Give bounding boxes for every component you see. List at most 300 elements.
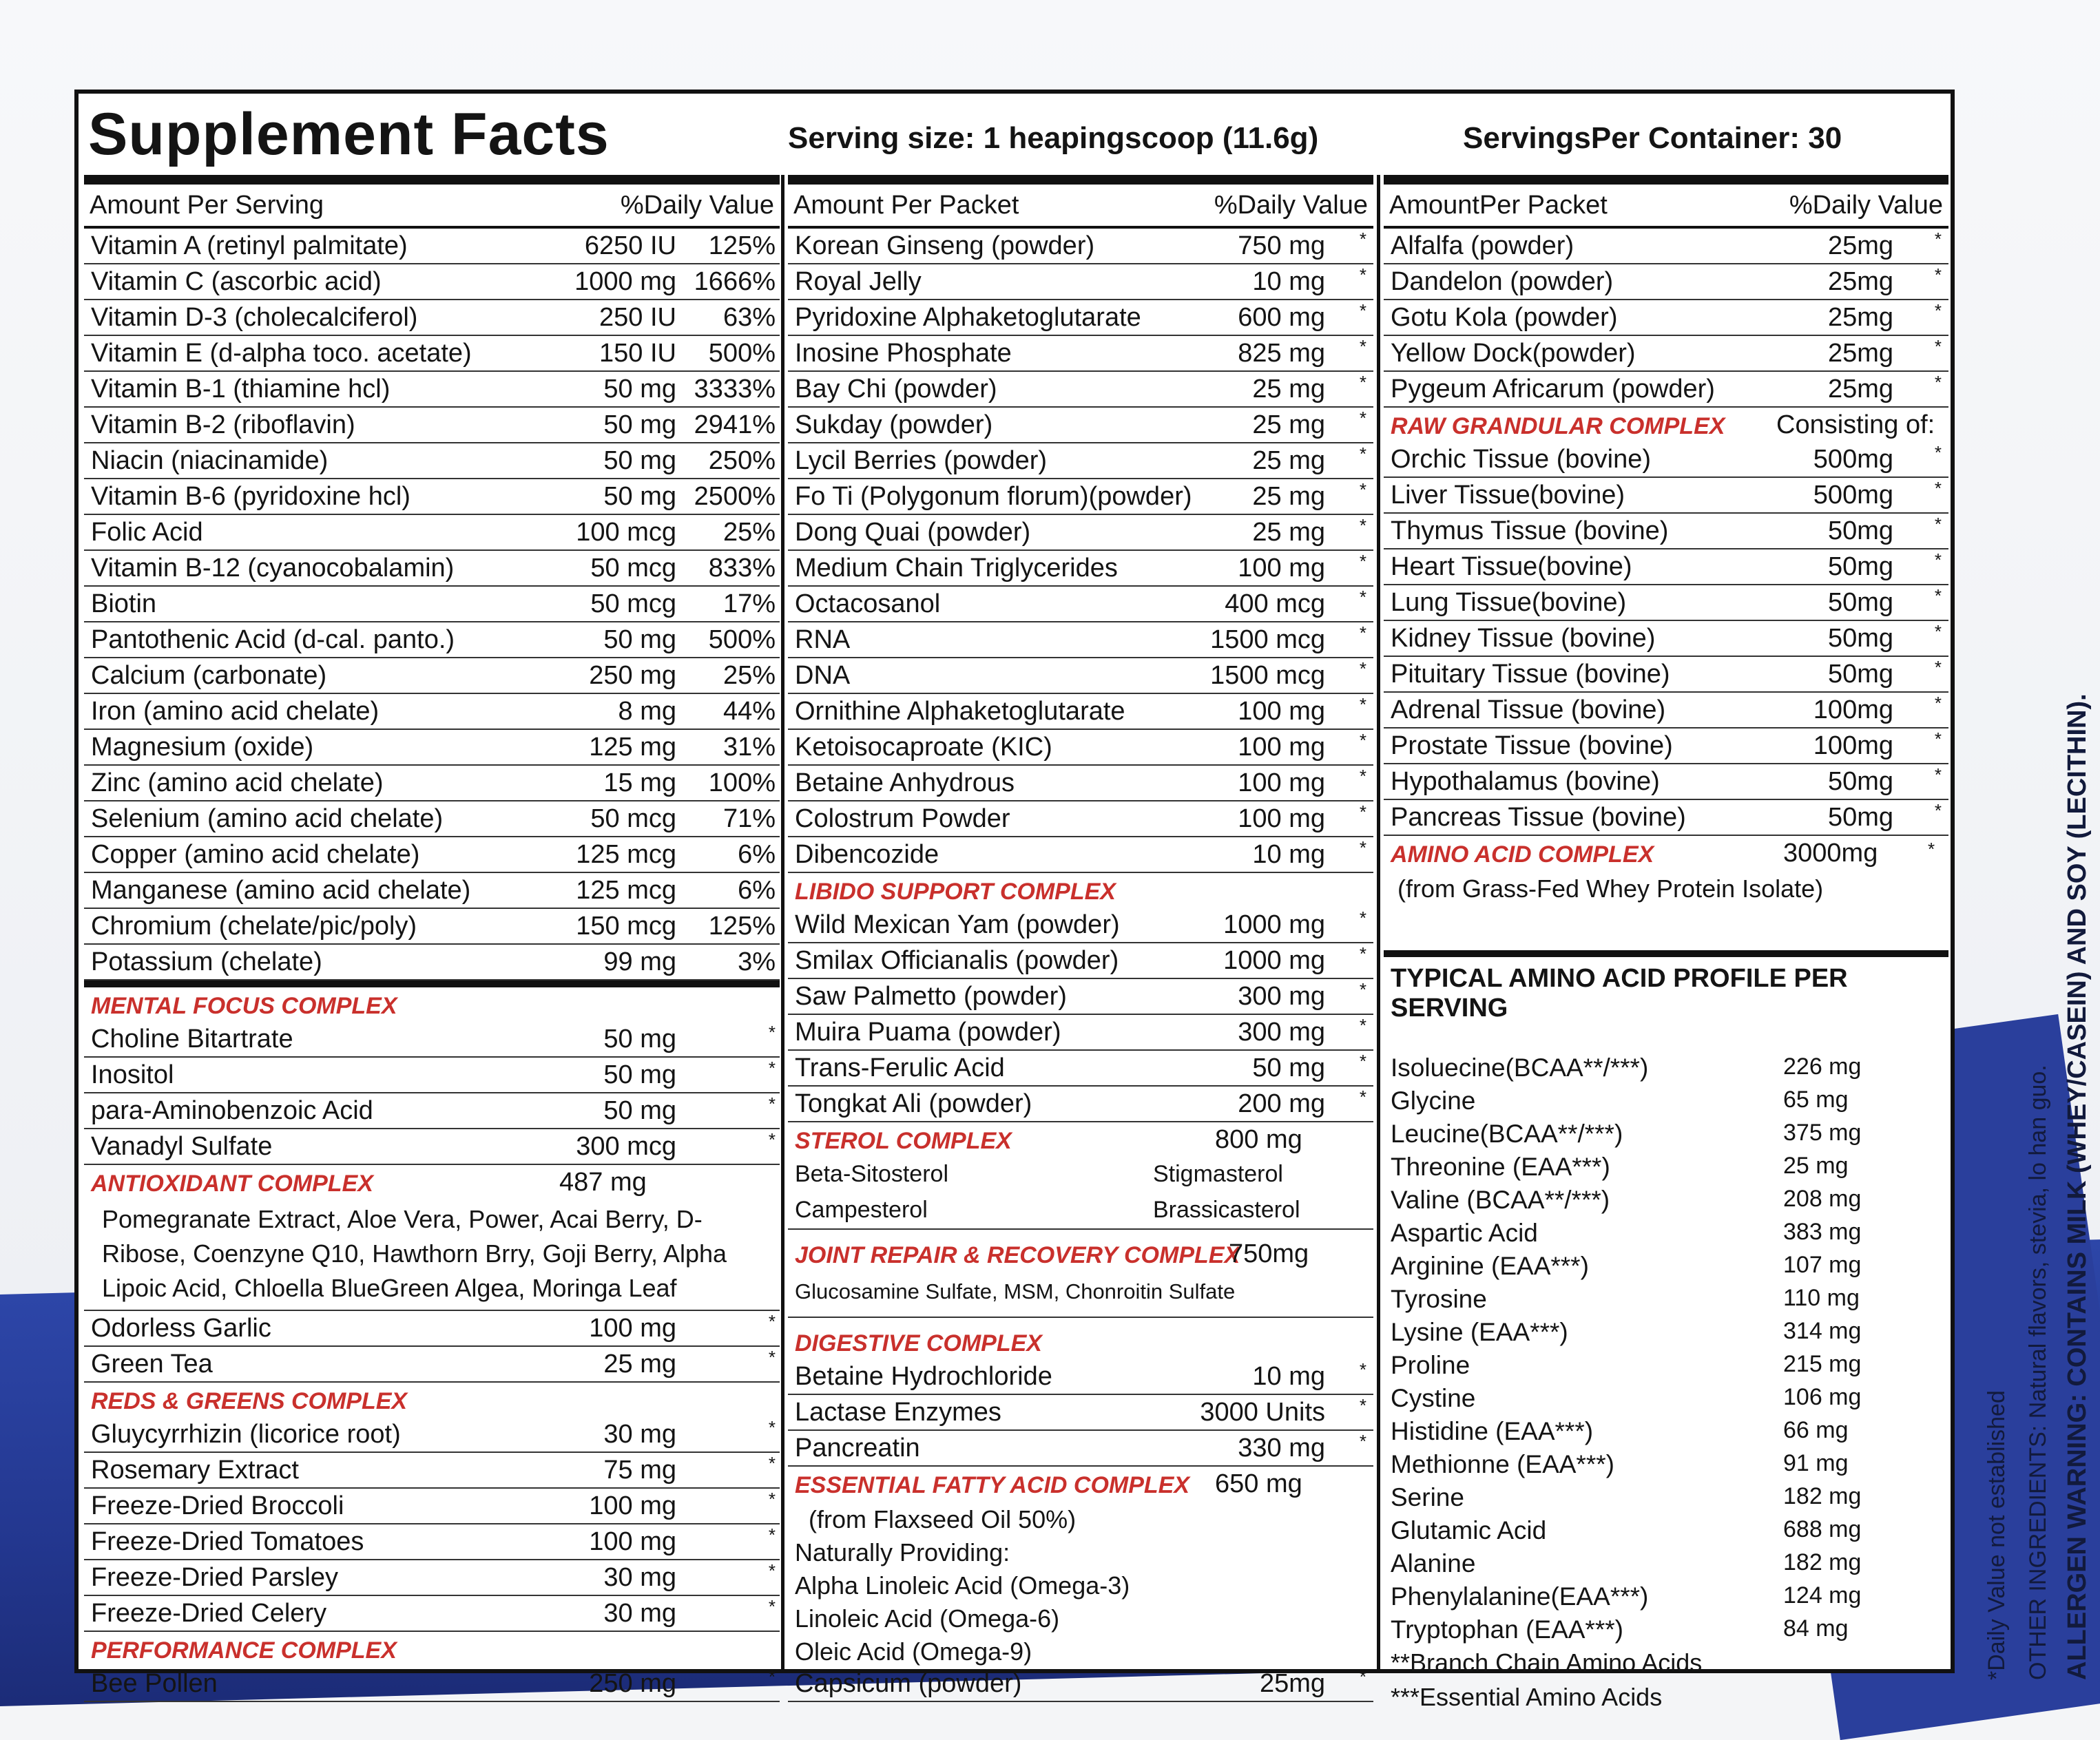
amino-row	[1384, 1547, 1948, 1580]
nutrient-name: Vitamin C (ascorbic acid)	[91, 267, 382, 296]
daily-value: *	[1359, 1395, 1366, 1416]
nutrient-amount: 25 mg	[1252, 482, 1325, 511]
nutrient-name: Yellow Dock(powder)	[1391, 339, 1636, 368]
efa-line	[788, 1600, 1373, 1633]
nutrient-name: Calcium (carbonate)	[91, 661, 327, 690]
nutrient-amount: 30 mg	[603, 1563, 676, 1592]
daily-value: 25%	[722, 518, 776, 547]
amino-name: Histidine (EAA***)	[1391, 1417, 1594, 1445]
nutrient-row	[84, 837, 780, 873]
nutrient-name: Chromium (chelate/pic/poly)	[91, 912, 417, 941]
daily-value: *	[1359, 694, 1366, 715]
nutrient-amount: 25 mg	[603, 1350, 676, 1379]
amino-name: Isoluecine(BCAA**/***)	[1391, 1054, 1649, 1082]
nutrient-name: Bee Pollen	[91, 1669, 218, 1698]
amino-complex-amount: 3000mg	[1783, 839, 1878, 868]
nutrient-amount: 25 mg	[1252, 410, 1325, 439]
nutrient-row	[84, 300, 780, 336]
nutrient-name: Sukday (powder)	[795, 410, 993, 439]
sterol-amount: 800 mg	[1215, 1125, 1302, 1154]
nutrient-amount: 200 mg	[1238, 1089, 1325, 1118]
daily-value: *	[1359, 443, 1366, 464]
amino-row	[1384, 1381, 1948, 1414]
efa-line-text: Oleic Acid (Omega-9)	[795, 1637, 1032, 1666]
spacer	[1384, 909, 1948, 950]
daily-value: *	[1934, 657, 1942, 678]
daily-value: 2500%	[694, 482, 776, 511]
nutrient-name: Potassium (chelate)	[91, 947, 322, 976]
nutrient-amount: 125 mcg	[576, 840, 676, 869]
amino-name: Serine	[1391, 1483, 1464, 1511]
amino-name: Cystine	[1391, 1384, 1476, 1412]
panel-title: Supplement Facts	[88, 101, 610, 167]
nutrient-row	[788, 300, 1373, 336]
joint-amount: 750mg	[1229, 1239, 1309, 1268]
nutrient-row	[1384, 693, 1948, 729]
nutrient-name: Odorless Garlic	[91, 1314, 271, 1343]
amino-row	[1384, 1249, 1948, 1282]
daily-value: *	[1934, 549, 1942, 570]
nutrient-amount: 99 mg	[603, 947, 676, 976]
raw-glandular-header	[1384, 408, 1948, 442]
daily-value: *	[1934, 800, 1942, 821]
amino-name: Methionne (EAA***)	[1391, 1450, 1614, 1478]
daily-value: 125%	[708, 231, 776, 260]
nutrient-row	[788, 908, 1373, 943]
footnote-bcaa: **Branch Chain Amino Acids	[1391, 1648, 1703, 1677]
nutrient-name: Vanadyl Sulfate	[91, 1132, 273, 1161]
nutrient-name: Thymus Tissue (bovine)	[1391, 516, 1669, 545]
nutrient-row	[1384, 229, 1948, 264]
amino-name: Tyrosine	[1391, 1285, 1487, 1313]
antioxidant-title: ANTIOXIDANT COMPLEX	[91, 1171, 373, 1197]
nutrient-row	[84, 1093, 780, 1129]
daily-value: *	[1359, 943, 1366, 964]
nutrient-name: RNA	[795, 625, 851, 654]
nutrient-row	[84, 873, 780, 909]
nutrient-amount: 100mg	[1813, 695, 1893, 724]
efa-lines	[788, 1501, 1373, 1666]
nutrient-name: Pantothenic Acid (d-cal. panto.)	[91, 625, 455, 654]
amino-amount: 84 mg	[1783, 1615, 1849, 1642]
nutrient-row	[84, 1596, 780, 1632]
antioxidant-header	[84, 1165, 780, 1199]
nutrient-row	[1384, 264, 1948, 300]
nutrient-amount: 50 mg	[603, 482, 676, 511]
column-2	[788, 185, 1373, 1702]
nutrient-row	[84, 622, 780, 658]
allergen-warning: ALLERGEN WARNING: CONTAINS MILK (WHEY/CASEIN) AND SOY (LECITHIN).	[2063, 693, 2092, 1680]
nutrient-name: Betaine Hydrochloride	[795, 1362, 1052, 1391]
nutrient-name: Medium Chain Triglycerides	[795, 554, 1118, 583]
raw-glandular-list	[1384, 442, 1948, 836]
nutrient-row	[84, 551, 780, 587]
amino-name: Lysine (EAA***)	[1391, 1318, 1568, 1346]
nutrient-row	[1384, 300, 1948, 336]
daily-value: 500%	[708, 625, 776, 654]
amino-name: Glutamic Acid	[1391, 1516, 1547, 1544]
vitamin-divider	[84, 981, 780, 987]
amino-row	[1384, 1414, 1948, 1447]
nutrient-row	[84, 694, 780, 730]
amino-amount: 91 mg	[1783, 1450, 1849, 1476]
nutrient-row	[84, 945, 780, 981]
efa-line	[788, 1567, 1373, 1600]
daily-value: *	[768, 1129, 776, 1150]
nutrient-amount: 100 mg	[1238, 804, 1325, 833]
nutrient-row	[84, 1417, 780, 1453]
sterol-row-2	[788, 1193, 1373, 1230]
nutrient-row	[788, 622, 1373, 658]
daily-value: *	[768, 1417, 776, 1438]
nutrient-row	[1384, 372, 1948, 408]
efa-line-text: Naturally Providing:	[795, 1538, 1010, 1566]
nutrient-row	[84, 658, 780, 694]
nutrient-row	[788, 979, 1373, 1015]
performance-title: PERFORMANCE COMPLEX	[91, 1637, 397, 1664]
amino-amount: 375 mg	[1783, 1120, 1862, 1146]
daily-value: 6%	[738, 876, 776, 905]
nutrient-row	[84, 730, 780, 766]
nutrient-row	[84, 1311, 780, 1347]
efa-line	[788, 1501, 1373, 1534]
nutrient-amount: 100 mg	[589, 1527, 676, 1556]
nutrient-row	[84, 1560, 780, 1596]
amino-row	[1384, 1447, 1948, 1480]
nutrient-amount: 25mg	[1827, 375, 1893, 403]
nutrient-name: Bay Chi (powder)	[795, 375, 997, 403]
nutrient-name: Vitamin B-2 (riboflavin)	[91, 410, 355, 439]
amino-amount: 107 mg	[1783, 1252, 1862, 1278]
nutrient-amount: 15 mg	[603, 768, 676, 797]
nutrient-name: Dibencozide	[795, 840, 939, 869]
column-divider-2	[1377, 175, 1380, 1669]
daily-value: 3%	[738, 947, 776, 976]
daily-value: *	[1359, 1431, 1366, 1451]
nutrient-amount: 30 mg	[603, 1599, 676, 1628]
nutrient-name: Freeze-Dried Parsley	[91, 1563, 338, 1592]
nutrient-amount: 50 mg	[603, 446, 676, 475]
nutrient-row	[788, 766, 1373, 801]
nutrient-name: Tongkat Ali (powder)	[795, 1089, 1032, 1118]
daily-value: *	[1359, 1359, 1366, 1380]
nutrient-amount: 50 mg	[1252, 1054, 1325, 1082]
daily-value: *	[1359, 766, 1366, 786]
amino-name: Aspartic Acid	[1391, 1219, 1538, 1247]
daily-value: *	[768, 1560, 776, 1581]
amino-complex-dv: *	[1928, 839, 1935, 859]
nutrient-amount: 125 mcg	[576, 876, 676, 905]
nutrient-name: Royal Jelly	[795, 267, 922, 296]
daily-value: *	[1934, 764, 1942, 785]
nutrient-row	[84, 408, 780, 443]
nutrient-name: Inosine Phosphate	[795, 339, 1012, 368]
nutrient-name: Dandelon (powder)	[1391, 267, 1614, 296]
daily-value: *	[768, 1596, 776, 1617]
nutrient-amount: 25 mg	[1252, 518, 1325, 547]
joint-ingredients: Glucosamine Sulfate, MSM, Chonroitin Sulfate	[795, 1279, 1236, 1303]
nutrient-name: Pancreas Tissue (bovine)	[1391, 803, 1686, 832]
daily-value: *	[1934, 264, 1942, 285]
daily-value: *	[768, 1524, 776, 1545]
nutrient-amount: 600 mg	[1238, 303, 1325, 332]
nutrient-row	[84, 515, 780, 551]
nutrient-row	[788, 694, 1373, 730]
other-ingredients: OTHER INGREDIENTS: Natural flavors, stevia, lo han guo.	[2025, 1065, 2051, 1680]
daily-value: 17%	[722, 589, 776, 618]
nutrient-amount: 1000 mg	[574, 267, 676, 296]
sterol-header	[788, 1122, 1373, 1157]
daily-value: *	[1934, 514, 1942, 534]
nutrient-amount: 100 mg	[589, 1491, 676, 1520]
nutrient-row	[1384, 442, 1948, 478]
daily-value: 100%	[708, 768, 776, 797]
nutrient-name: Pyridoxine Alphaketoglutarate	[795, 303, 1141, 332]
nutrient-amount: 250 IU	[599, 303, 676, 332]
nutrient-row	[788, 658, 1373, 694]
col2-header	[788, 185, 1373, 229]
efa-amount: 650 mg	[1215, 1469, 1302, 1498]
nutrient-row	[788, 479, 1373, 515]
daily-value: *	[1934, 729, 1942, 749]
nutrient-row	[788, 372, 1373, 408]
sterol-row-1	[788, 1157, 1373, 1193]
nutrient-row	[84, 766, 780, 801]
amino-amount: 226 mg	[1783, 1054, 1862, 1080]
capsicum-row	[788, 1666, 1373, 1702]
nutrient-amount: 50 mg	[603, 410, 676, 439]
nutrient-row	[1384, 585, 1948, 621]
sterol-b2: Brassicasterol	[1153, 1197, 1300, 1223]
nutrient-name: Gluycyrrhizin (licorice root)	[91, 1420, 401, 1449]
nutrient-amount: 50 mcg	[590, 589, 676, 618]
daily-value: *	[1359, 622, 1366, 643]
daily-value: *	[1359, 372, 1366, 392]
nutrient-amount: 6250 IU	[584, 231, 676, 260]
efa-line	[788, 1633, 1373, 1666]
amino-row	[1384, 1613, 1948, 1646]
daily-value: 44%	[722, 697, 776, 726]
nutrient-name: Prostate Tissue (bovine)	[1391, 731, 1673, 760]
packet-list	[788, 229, 1373, 873]
nutrient-amount: 10 mg	[1252, 840, 1325, 869]
nutrient-amount: 8 mg	[618, 697, 676, 726]
nutrient-name: Magnesium (oxide)	[91, 733, 314, 762]
nutrient-name: Fo Ti (Polygonum florum)(powder)	[795, 482, 1192, 511]
nutrient-name: Inositol	[91, 1060, 174, 1089]
nutrient-row	[84, 443, 780, 479]
nutrient-row	[788, 730, 1373, 766]
libido-list	[788, 908, 1373, 1122]
herb-list	[1384, 229, 1948, 408]
daily-value: 31%	[722, 733, 776, 762]
nutrient-amount: 400 mcg	[1225, 589, 1325, 618]
nutrient-amount: 300 mg	[1238, 1018, 1325, 1047]
column-divider-1	[781, 175, 784, 1669]
nutrient-name: Freeze-Dried Celery	[91, 1599, 327, 1628]
amino-row	[1384, 1480, 1948, 1513]
daily-value: *	[1934, 693, 1942, 713]
nutrient-amount: 125 mg	[589, 733, 676, 762]
daily-value: *	[1359, 479, 1366, 500]
nutrient-name: Green Tea	[91, 1350, 213, 1379]
daily-value: *	[1934, 585, 1942, 606]
digestive-header	[788, 1325, 1373, 1359]
daily-value: *	[1359, 658, 1366, 679]
amino-amount: 106 mg	[1783, 1384, 1862, 1410]
nutrient-name: Lung Tissue(bovine)	[1391, 588, 1627, 617]
col1-header-dv: %Daily Value	[620, 190, 774, 220]
nutrient-name: Vitamin B-1 (thiamine hcl)	[91, 375, 391, 403]
nutrient-row	[1384, 729, 1948, 764]
nutrient-row	[788, 1087, 1373, 1122]
antioxidant-ingredients: Pomegranate Extract, Aloe Vera, Power, Acai Berry, D-Ribose, Coenzyne Q10, Hawthorn Brry, Goji Berry, Alpha Lipoic Acid, Chloella BlueGreen Algea, Moringa Leaf	[84, 1199, 780, 1311]
daily-value: *	[768, 1347, 776, 1367]
daily-value: *	[1359, 1051, 1366, 1071]
nutrient-name: Muira Puama (powder)	[795, 1018, 1061, 1047]
nutrient-row	[84, 336, 780, 372]
amino-row	[1384, 1051, 1948, 1084]
col2-header-amount: Amount Per Packet	[793, 190, 1019, 220]
nutrient-amount: 300 mcg	[576, 1132, 676, 1161]
nutrient-row	[788, 943, 1373, 979]
antioxidant-amount: 487 mg	[559, 1168, 647, 1197]
daily-value: *	[1359, 730, 1366, 751]
joint-title: JOINT REPAIR & RECOVERY COMPLEX	[795, 1242, 1240, 1268]
amino-row	[1384, 1183, 1948, 1216]
nutrient-row	[1384, 478, 1948, 514]
nutrient-name: Smilax Officianalis (powder)	[795, 946, 1119, 975]
nutrient-name: Hypothalamus (bovine)	[1391, 767, 1660, 796]
daily-value: *	[1934, 442, 1942, 463]
nutrient-name: Vitamin A (retinyl palmitate)	[91, 231, 408, 260]
nutrient-name: Vitamin E (d-alpha toco. acetate)	[91, 339, 472, 368]
sterol-b1: Campesterol	[795, 1197, 928, 1223]
footnote-eaa: ***Essential Amino Acids	[1391, 1683, 1663, 1711]
nutrient-name: Wild Mexican Yam (powder)	[795, 910, 1120, 939]
nutrient-row	[788, 229, 1373, 264]
nutrient-amount: 500mg	[1813, 445, 1893, 474]
nutrient-amount: 250 mg	[589, 661, 676, 690]
nutrient-name: Lactase Enzymes	[795, 1398, 1001, 1427]
amino-amount: 215 mg	[1783, 1351, 1862, 1377]
sterol-a2: Stigmasterol	[1153, 1161, 1283, 1187]
amino-name: Valine (BCAA**/***)	[1391, 1186, 1610, 1214]
nutrient-amount: 50mg	[1827, 803, 1893, 832]
amino-amount: 110 mg	[1783, 1285, 1860, 1311]
title-rule-2	[788, 175, 1373, 185]
amino-name: Glycine	[1391, 1087, 1476, 1115]
nutrient-row	[1384, 800, 1948, 836]
nutrient-name: Zinc (amino acid chelate)	[91, 768, 384, 797]
nutrient-name: DNA	[795, 661, 851, 690]
nutrient-row	[788, 1015, 1373, 1051]
nutrient-amount: 25 mg	[1252, 375, 1325, 403]
amino-amount: 182 mg	[1783, 1483, 1862, 1509]
amino-profile-list	[1384, 1051, 1948, 1646]
daily-value: *	[768, 1453, 776, 1474]
nutrient-amount: 150 mcg	[576, 912, 676, 941]
nutrient-name: Rosemary Extract	[91, 1456, 299, 1485]
daily-value: *	[1359, 1087, 1366, 1107]
daily-value: *	[1359, 587, 1366, 607]
serving-size: Serving size: 1 heapingscoop (11.6g)	[788, 121, 1319, 155]
nutrient-row	[788, 1051, 1373, 1087]
amino-profile-title: TYPICAL AMINO ACID PROFILE PER SERVING	[1391, 964, 1848, 1023]
daily-value: 63%	[722, 303, 776, 332]
column-1	[84, 185, 780, 1702]
nutrient-amount: 300 mg	[1238, 982, 1325, 1011]
nutrient-amount: 50mg	[1827, 552, 1893, 581]
nutrient-row	[788, 336, 1373, 372]
nutrient-name: Colostrum Powder	[795, 804, 1010, 833]
amino-name: Phenylalanine(EAA***)	[1391, 1582, 1649, 1611]
efa-line-text: Alpha Linoleic Acid (Omega-3)	[795, 1571, 1130, 1600]
nutrient-row	[84, 801, 780, 837]
nutrient-name: Heart Tissue(bovine)	[1391, 552, 1632, 581]
daily-value: *	[768, 1489, 776, 1509]
nutrient-amount: 3000 Units	[1200, 1398, 1325, 1427]
daily-value: *	[1359, 336, 1366, 357]
nutrient-row	[788, 837, 1373, 873]
amino-complex-header	[1384, 836, 1948, 870]
supplement-facts-panel	[74, 90, 1955, 1711]
daily-value: *	[1359, 300, 1366, 321]
nutrient-amount: 825 mg	[1238, 339, 1325, 368]
efa-title: ESSENTIAL FATTY ACID COMPLEX	[795, 1472, 1190, 1498]
nutrient-name: Liver Tissue(bovine)	[1391, 481, 1625, 510]
nutrient-row	[84, 1022, 780, 1058]
daily-value: *	[1359, 801, 1366, 822]
amino-amount: 688 mg	[1783, 1516, 1862, 1542]
nutrient-amount: 10 mg	[1252, 1362, 1325, 1391]
performance-header	[84, 1632, 780, 1666]
nutrient-amount: 50 mg	[603, 625, 676, 654]
amino-name: Arginine (EAA***)	[1391, 1252, 1589, 1280]
amino-amount: 383 mg	[1783, 1219, 1862, 1245]
daily-value-note: *Daily Value not established	[1984, 1390, 2010, 1680]
col1-header	[84, 185, 780, 229]
amino-source: (from Grass-Fed Whey Protein Isolate)	[1397, 874, 1824, 903]
nutrient-amount: 100 mg	[1238, 697, 1325, 726]
nutrient-row	[84, 1347, 780, 1383]
nutrient-name: Pancreatin	[795, 1434, 920, 1463]
daily-value: 833%	[708, 554, 776, 583]
nutrient-name: Gotu Kola (powder)	[1391, 303, 1618, 332]
amino-row	[1384, 1216, 1948, 1249]
digestive-list	[788, 1359, 1373, 1467]
nutrient-name: Korean Ginseng (powder)	[795, 231, 1095, 260]
nutrient-row	[1384, 621, 1948, 657]
amino-name: Alanine	[1391, 1549, 1476, 1577]
nutrient-row	[788, 408, 1373, 443]
nutrient-name: Vitamin D-3 (cholecalciferol)	[91, 303, 418, 332]
nutrient-row	[788, 1395, 1373, 1431]
amino-row	[1384, 1084, 1948, 1117]
nutrient-row	[84, 909, 780, 945]
nutrient-name: Adrenal Tissue (bovine)	[1391, 695, 1666, 724]
nutrient-name: Betaine Anhydrous	[795, 768, 1015, 797]
nutrient-amount: 30 mg	[603, 1420, 676, 1449]
amino-complex-title: AMINO ACID COMPLEX	[1391, 841, 1654, 868]
amino-row	[1384, 1150, 1948, 1183]
mental-focus-list	[84, 1022, 780, 1165]
nutrient-name: Orchic Tissue (bovine)	[1391, 445, 1652, 474]
nutrient-name: Trans-Ferulic Acid	[795, 1054, 1005, 1082]
daily-value: *	[1359, 551, 1366, 572]
nutrient-name: Pygeum Africarum (powder)	[1391, 375, 1715, 403]
amino-name: Proline	[1391, 1351, 1470, 1379]
